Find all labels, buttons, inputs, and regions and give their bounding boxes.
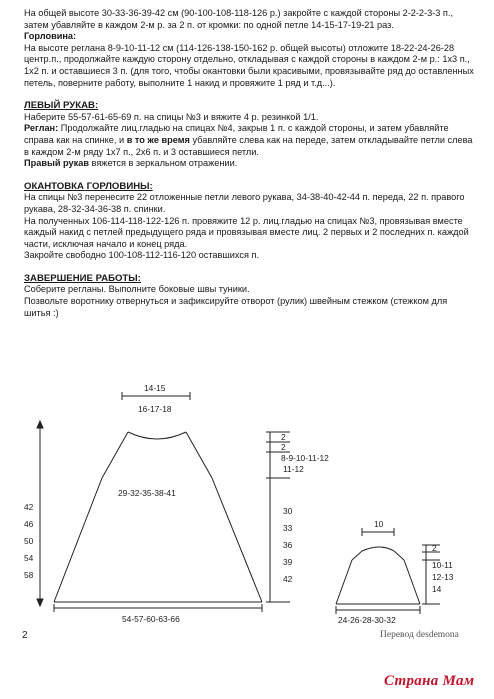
sleeve-piece: [336, 528, 440, 614]
neck-title: Горловина:: [24, 31, 77, 42]
raglan-label: Реглан:: [24, 123, 59, 134]
body-left-label-1: 42: [24, 502, 34, 512]
watermark-logo: Страна Мам: [384, 673, 475, 689]
body-piece: [37, 392, 290, 612]
sleeve-bottom-label: 24-26-28-30-32: [338, 615, 396, 625]
translation-credit: Перевод desdemona: [380, 630, 459, 640]
sleeve-right-label-4: 14: [432, 584, 442, 594]
body-mid-width-label: 29-32-35-38-41: [118, 488, 176, 498]
body-top-label-1: 14-15: [144, 383, 166, 393]
body-left-label-2: 46: [24, 519, 34, 529]
finish-title: ЗАВЕРШЕНИЕ РАБОТЫ:: [24, 272, 141, 284]
body-right-label-5: 33: [283, 523, 293, 533]
body-right-label-3: 8-9-10-11-12: [281, 453, 329, 463]
left-sleeve-title: ЛЕВЫЙ РУКАВ:: [24, 100, 99, 112]
finish-p2: Позвольте воротнику отвернуться и зафиксируйте отворот (рулик) швейным стежком (стежком для шитья :): [24, 296, 448, 318]
finish-p1: Соберите регланы. Выполните боковые швы туники.: [24, 284, 250, 295]
body-left-label-5: 58: [24, 570, 34, 580]
sleeve-top-label: 10: [374, 519, 384, 529]
body-left-label-3: 50: [24, 536, 34, 546]
body-right-label-3b: 11-12: [283, 464, 304, 474]
neckband-p3: Закройте свободно 100-108-112-116-120 оставшихся п.: [24, 250, 260, 261]
body-right-label-1: 2: [281, 432, 286, 442]
right-sleeve-label: Правый рукав: [24, 158, 89, 169]
sleeve-right-label-1: 2: [432, 543, 437, 553]
body-left-label-4: 54: [24, 553, 34, 563]
body-right-label-8: 42: [283, 574, 293, 584]
left-sleeve-text: Наберите 55-57-61-65-69 п. на спицы №3 и вяжите 4 р. резинкой 1/1.: [24, 111, 319, 122]
body-right-label-4: 30: [283, 506, 293, 516]
sleeve-right-label-2: 10-11: [432, 560, 453, 570]
paragraph-decreases: На общей высоте 30-33-36-39-42 см (90-100-108-118-126 р.) закройте с каждой стороны 2-2-2-3-3 п., затем убавляйте в каждом 2-м р. за 2 п. от кромки: по одной петле 14-15-17-19-21 раз.: [24, 8, 454, 30]
right-sleeve-text: вяжется в зеркальном отражении.: [91, 158, 238, 169]
neck-text: На высоте реглана 8-9-10-11-12 см (114-126-138-150-162 р. общей высоты) отложите 18-22-24-26-28 центр.п., продолжайте каждую сторону отдельно, откладывая с каждой стороны в каждом 2-м р.: 1х3 п., 1х2 п. и оставшиеся 3 п. (для того, чтобы окантовки были красивыми, провязывайте ряд до оставленных петель, поверните работу, выполните 1 накид и провяжите 1 ряд и т.д...).: [24, 42, 474, 88]
body-right-label-2: 2: [281, 442, 286, 452]
page-number: 2: [22, 630, 28, 641]
sleeve-cap: [362, 547, 394, 551]
neckband-title: ОКАНТОВКА ГОРЛОВИНЫ:: [24, 180, 153, 192]
body-right-label-6: 36: [283, 540, 293, 550]
body-bottom-label: 54-57-60-63-66: [122, 614, 180, 624]
sleeve-right-label-3: 12-13: [432, 572, 454, 582]
raglan-emphasis: в то же время: [126, 134, 190, 145]
body-top-label-2: 16-17-18: [138, 404, 172, 414]
body-right-label-7: 39: [283, 557, 293, 567]
neckline: [128, 432, 186, 439]
neckband-p2: На полученных 106-114-118-122-126 п. провяжите 12 р. лиц.гладью на спицах №3, провязывая вместе каждый накид с петлей предыдущего ряда и провязывая вместе лиц. 2 первых и 2 последних п. каждой части, исключая начало и конец ряда.: [24, 215, 469, 249]
raglan-text-1: Продолжайте лиц.гладью на спицах №4, закрыв 1 п. с каждой стороны, и затем убавляйте справа как на спинке, и: [24, 123, 449, 145]
neckband-p1: На спицы №3 перенесите 22 отложенные петли левого рукава, 34-38-40-42-44 п. переда, 22 п. правого рукава, 28-32-34-36-38 п. спинки.: [24, 192, 465, 214]
raglan-text-2: убавляйте слева как на переде, затем откладывайте петли слева в каждом 2-м ряду 1х7 п., 2х6 п. и 3 оставшиеся петли.: [24, 134, 473, 157]
